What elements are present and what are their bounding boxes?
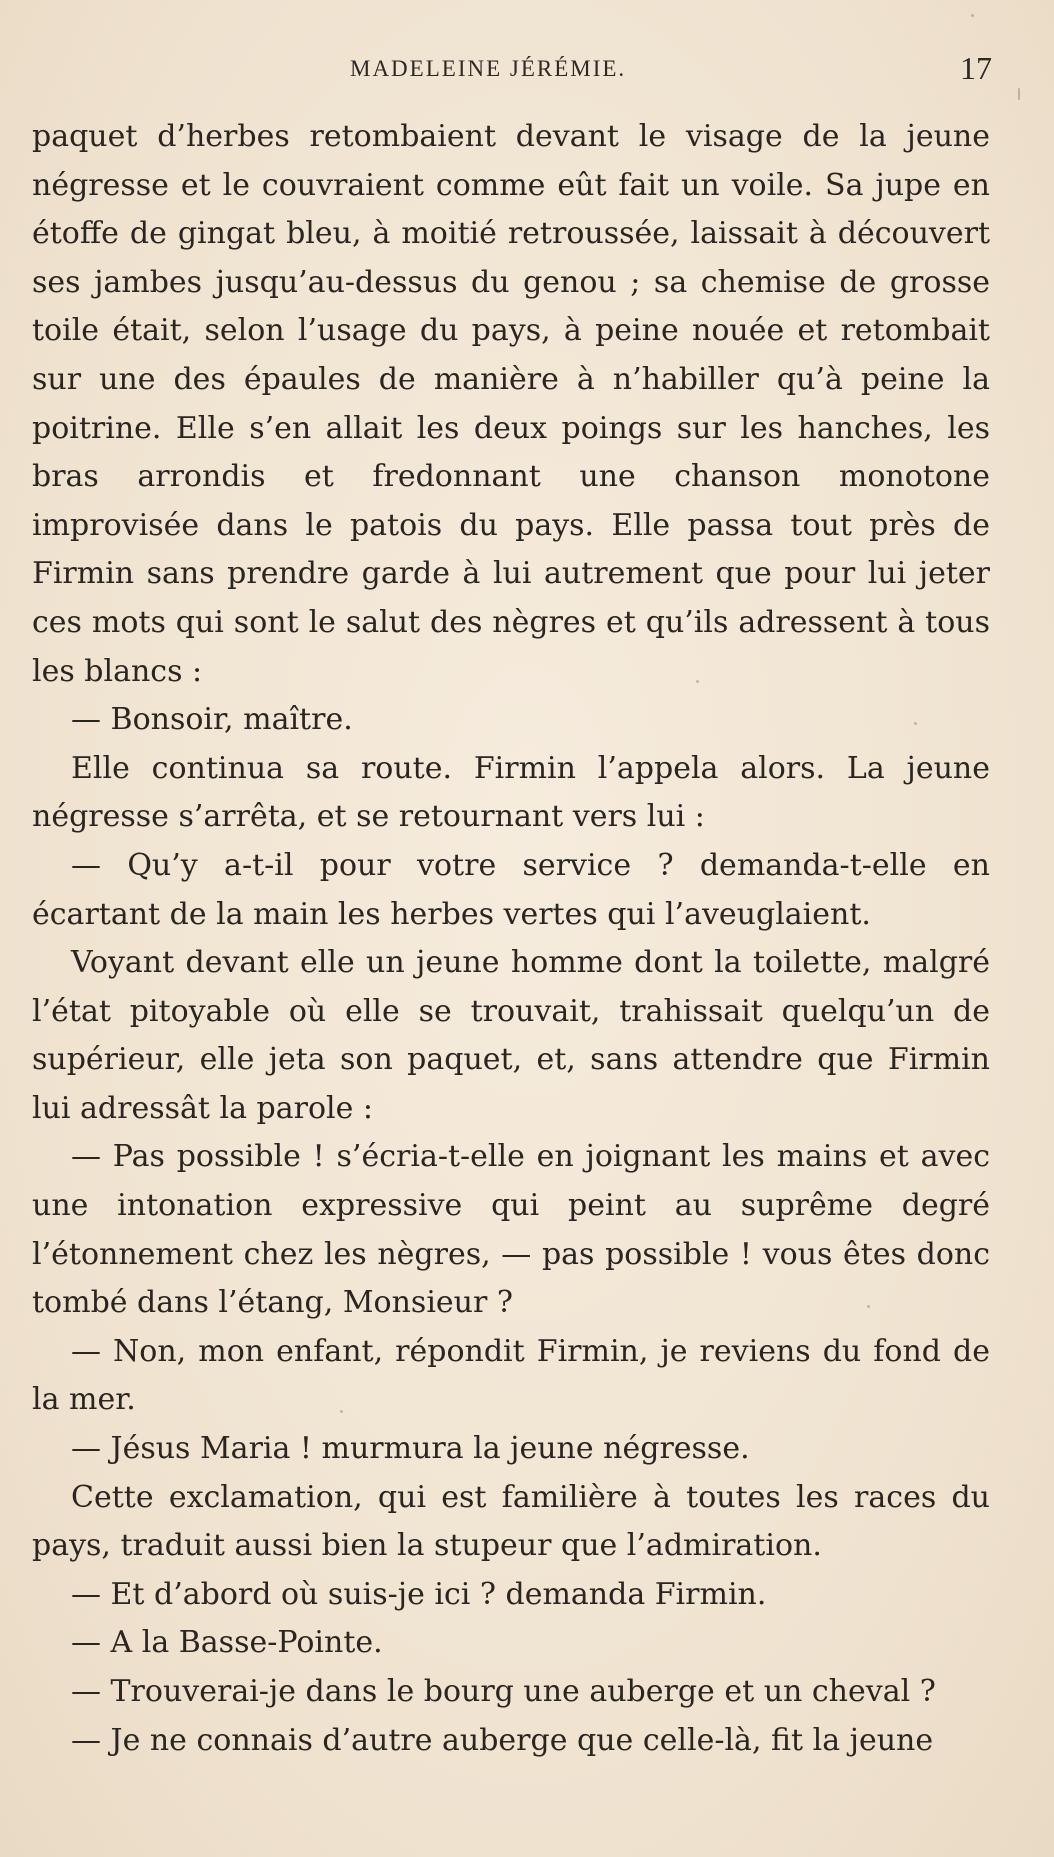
paragraph: — A la Basse-Pointe. — [71, 1625, 383, 1661]
paragraph: — Je ne connais d’autre auberge que celle-là, fit la jeune — [71, 1722, 934, 1758]
paragraph: — Pas possible ! s’écria-t-elle en joignant les mains et avec une intonation expressive qui peint au suprême degré l’étonnement chez les nègres, — pas possible ! vous êtes donc tombé dans l’étang, Monsieur ? — [32, 1139, 990, 1321]
paper-speck — [914, 722, 917, 725]
paragraph: Elle continua sa route. Firmin l’appela alors. La jeune négresse s’arrêta, et se retournant vers lui : — [32, 750, 990, 835]
running-head — [0, 50, 1054, 90]
running-title: MADELEINE JÉRÉMIE. — [350, 56, 627, 81]
paper-speck — [340, 1410, 343, 1413]
paragraph: Cette exclamation, qui est familière à toutes les races du pays, traduit aussi bien la stupeur que l’admiration. — [32, 1479, 990, 1564]
paragraph: paquet d’herbes retombaient devant le visage de la jeune négresse et le couvraient comme eût fait un voile. Sa jupe en étoffe de gingat bleu, à moitié retroussée, laissait à découvert ses jambes jusqu’au-dessus du genou ; sa chemise de grosse toile était, selon l’usage du pays, à peine nouée et retombait sur une des épaules de manière à n’habiller qu’à peine la poitrine. Elle s’en allait les deux poings sur les hanches, les bras arrondis et fredonnant une chanson monotone improvisée dans le patois du pays. Elle passa tout près de Firmin sans prendre garde à lui autrement que pour lui jeter ces mots qui sont le salut des nègres et qu’ils adressent à tous les blancs : — [32, 119, 990, 689]
paragraph: Voyant devant elle un jeune homme dont la toilette, malgré l’état pitoyable où elle se trouvait, trahissait quelqu’un de supérieur, elle jeta son paquet, et, sans attendre que Firmin lui adressât la parole : — [32, 945, 990, 1126]
paper-speck — [696, 680, 699, 683]
paper-speck — [867, 1305, 870, 1308]
paragraph: — Et d’abord où suis-je ici ? demanda Firmin. — [71, 1576, 767, 1612]
paragraph: — Jésus Maria ! murmura la jeune négresse. — [71, 1431, 750, 1467]
page-number: 17 — [960, 50, 992, 86]
paper-speck — [971, 14, 974, 17]
paragraph: — Bonsoir, maître. — [71, 702, 353, 738]
paper-speck — [1018, 88, 1020, 100]
paragraph: — Non, mon enfant, répondit Firmin, je reviens du fond de la mer. — [32, 1333, 990, 1418]
paragraph: — Qu’y a-t-il pour votre service ? demanda-t-elle en écartant de la main les herbes vertes qui l’aveuglaient. — [32, 847, 990, 932]
body-text — [32, 113, 990, 1765]
paragraph: — Trouverai-je dans le bourg une auberge et un cheval ? — [71, 1674, 936, 1709]
